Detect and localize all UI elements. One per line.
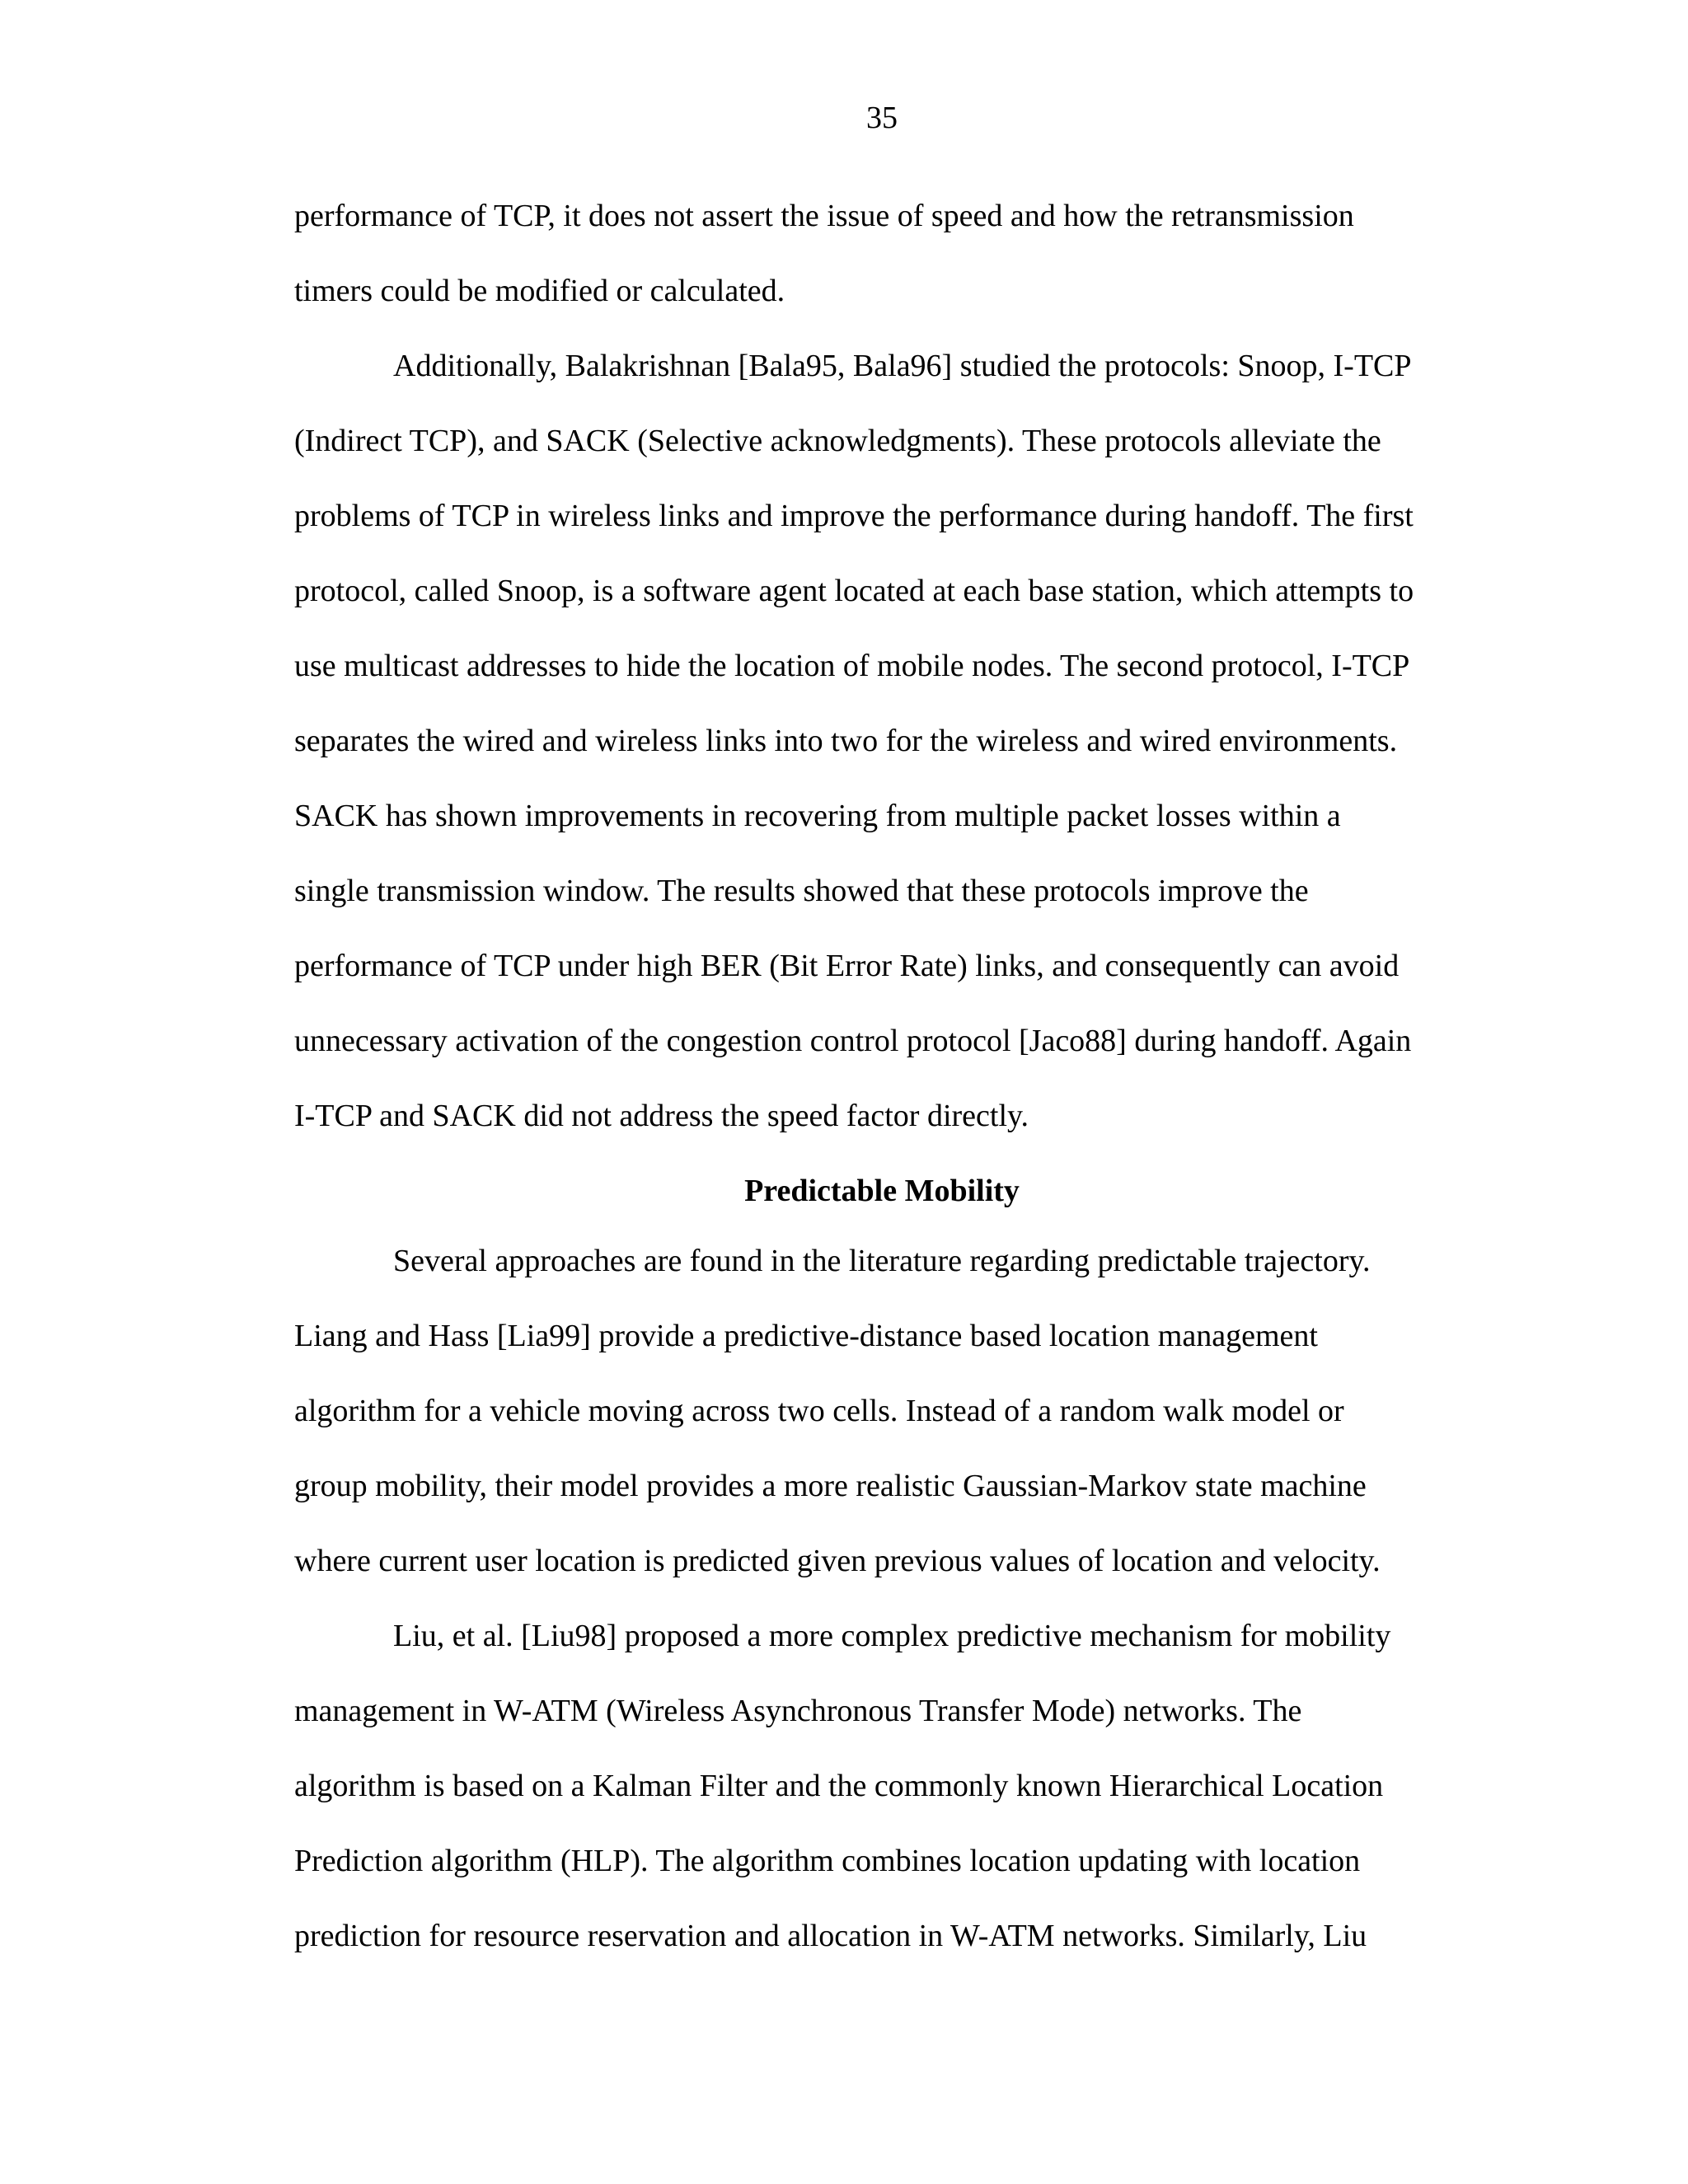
text-line: (Indirect TCP), and SACK (Selective acknowledgments). These protocols alleviate the [294,424,1381,458]
text-line: SACK has shown improvements in recovering from multiple packet losses within a [294,799,1341,833]
text-line: Several approaches are found in the literature regarding predictable trajectory. [393,1244,1371,1278]
text-line: management in W-ATM (Wireless Asynchronous Transfer Mode) networks. The [294,1694,1302,1728]
page-number: 35 [866,101,898,135]
text-line: prediction for resource reservation and allocation in W-ATM networks. Similarly, Liu [294,1919,1367,1953]
section-heading: Predictable Mobility [744,1174,1020,1208]
text-line: Liu, et al. [Liu98] proposed a more complex predictive mechanism for mobility [393,1619,1391,1653]
text-line: unnecessary activation of the congestion control protocol [Jaco88] during handoff. Again [294,1024,1412,1058]
text-line: problems of TCP in wireless links and improve the performance during handoff. The first [294,499,1414,533]
text-line: separates the wired and wireless links into two for the wireless and wired environments. [294,724,1398,758]
text-line: performance of TCP, it does not assert the issue of speed and how the retransmission [294,199,1354,233]
text-line: single transmission window. The results showed that these protocols improve the [294,874,1309,908]
text-line: use multicast addresses to hide the location of mobile nodes. The second protocol, I-TCP [294,649,1410,683]
text-line: algorithm for a vehicle moving across two cells. Instead of a random walk model or [294,1394,1344,1428]
text-line: performance of TCP under high BER (Bit Error Rate) links, and consequently can avoid [294,949,1400,983]
text-line: Additionally, Balakrishnan [Bala95, Bala96] studied the protocols: Snoop, I-TCP [393,349,1412,383]
text-line: algorithm is based on a Kalman Filter and the commonly known Hierarchical Location [294,1769,1384,1803]
text-line: Prediction algorithm (HLP). The algorithm combines location updating with location [294,1844,1361,1878]
text-line: Liang and Hass [Lia99] provide a predictive-distance based location management [294,1319,1318,1353]
text-line: timers could be modified or calculated. [294,274,785,308]
text-line: where current user location is predicted given previous values of location and velocity. [294,1544,1381,1578]
text-line: protocol, called Snoop, is a software agent located at each base station, which attempts to [294,574,1414,608]
text-line: group mobility, their model provides a more realistic Gaussian-Markov state machine [294,1469,1367,1503]
text-line: I-TCP and SACK did not address the speed factor directly. [294,1099,1029,1133]
